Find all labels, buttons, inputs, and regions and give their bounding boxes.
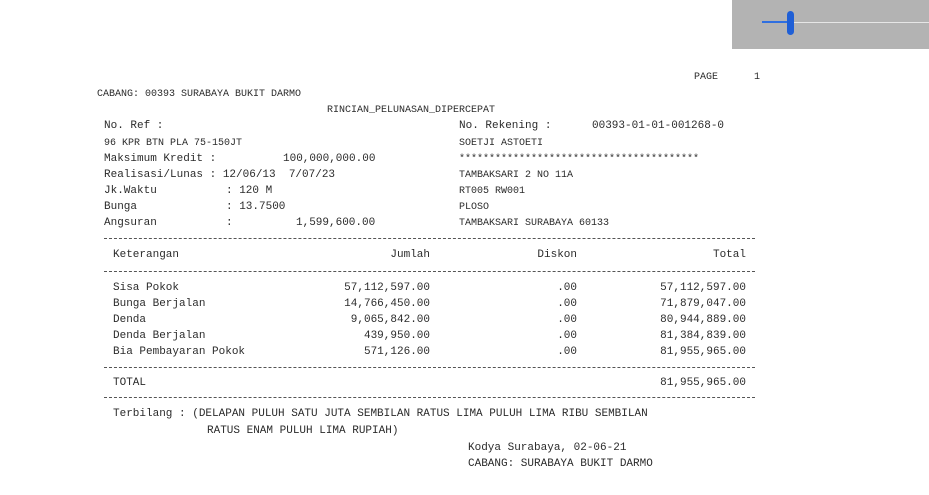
total-value: 81,955,965.00 (660, 377, 746, 389)
product-name: 96 KPR BTN PLA 75-150JT (104, 138, 243, 149)
row-diskon: .00 (557, 314, 577, 326)
header-keterangan: Keterangan (113, 249, 180, 261)
row-diskon: .00 (557, 298, 577, 310)
page-number: 1 (754, 72, 761, 83)
address-line-1: TAMBAKSARI 2 NO 11A (459, 170, 574, 181)
jk-waktu-label: Jk.Waktu (104, 185, 157, 197)
branch-header: CABANG: 00393 SURABAYA BUKIT DARMO (97, 89, 302, 100)
bunga-label: Bunga (104, 201, 138, 213)
total-label: TOTAL (113, 377, 147, 389)
document-title: RINCIAN_PELUNASAN_DIPERCEPAT (327, 105, 496, 116)
customer-name: SOETJI ASTOETI (459, 138, 544, 149)
row-keterangan: Bia Pembayaran Pokok (113, 346, 246, 358)
row-keterangan: Denda (113, 314, 147, 326)
rule-after-total (104, 397, 755, 398)
row-total: 81,384,839.00 (660, 330, 746, 342)
row-jumlah: 439,950.00 (363, 330, 430, 342)
bunga-value: : 13.7500 (226, 201, 286, 213)
angsuran-label: Angsuran (104, 217, 157, 229)
row-total: 80,944,889.00 (660, 314, 746, 326)
place-date: Kodya Surabaya, 02-06-21 (468, 442, 627, 454)
row-total: 71,879,047.00 (660, 298, 746, 310)
header-diskon: Diskon (537, 249, 577, 261)
row-keterangan: Denda Berjalan (113, 330, 206, 342)
row-diskon: .00 (557, 330, 577, 342)
row-keterangan: Bunga Berjalan (113, 298, 206, 310)
row-jumlah: 9,065,842.00 (350, 314, 430, 326)
row-total: 81,955,965.00 (660, 346, 746, 358)
rule-top (104, 238, 755, 239)
footer-branch: CABANG: SURABAYA BUKIT DARMO (468, 458, 653, 470)
realisasi-lunas: Realisasi/Lunas : 12/06/13 7/07/23 (104, 169, 336, 181)
rule-header (104, 271, 755, 272)
rule-before-total (104, 367, 755, 368)
no-ref-label: No. Ref : (104, 120, 164, 132)
header-jumlah: Jumlah (390, 249, 430, 261)
row-total: 57,112,597.00 (660, 282, 746, 294)
address-line-3: PLOSO (459, 202, 490, 213)
no-rekening-label: No. Rekening : (459, 120, 552, 132)
terbilang-line-1: Terbilang : (DELAPAN PULUH SATU JUTA SEMBILAN RATUS LIMA PULUH LIMA RIBU SEMBILAN (113, 408, 648, 420)
masked-line: **************************************** (459, 154, 700, 165)
row-jumlah: 57,112,597.00 (344, 282, 430, 294)
page-label: PAGE (694, 72, 719, 83)
row-diskon: .00 (557, 282, 577, 294)
address-line-2: RT005 RW001 (459, 186, 526, 197)
row-jumlah: 14,766,450.00 (344, 298, 430, 310)
maksimum-kredit-label: Maksimum Kredit : (104, 153, 217, 165)
angsuran-colon: : (226, 217, 233, 229)
maksimum-kredit-value: 100,000,000.00 (283, 153, 376, 165)
angsuran-value: 1,599,600.00 (296, 217, 376, 229)
row-jumlah: 571,126.00 (363, 346, 430, 358)
row-diskon: .00 (557, 346, 577, 358)
address-line-4: TAMBAKSARI SURABAYA 60133 (459, 218, 610, 229)
jk-waktu-value: : 120 M (226, 185, 273, 197)
no-rekening-value: 00393-01-01-001268-0 (592, 120, 725, 132)
terbilang-line-2: RATUS ENAM PULUH LIMA RUPIAH) (207, 425, 399, 437)
row-keterangan: Sisa Pokok (113, 282, 180, 294)
header-total: Total (712, 249, 746, 261)
